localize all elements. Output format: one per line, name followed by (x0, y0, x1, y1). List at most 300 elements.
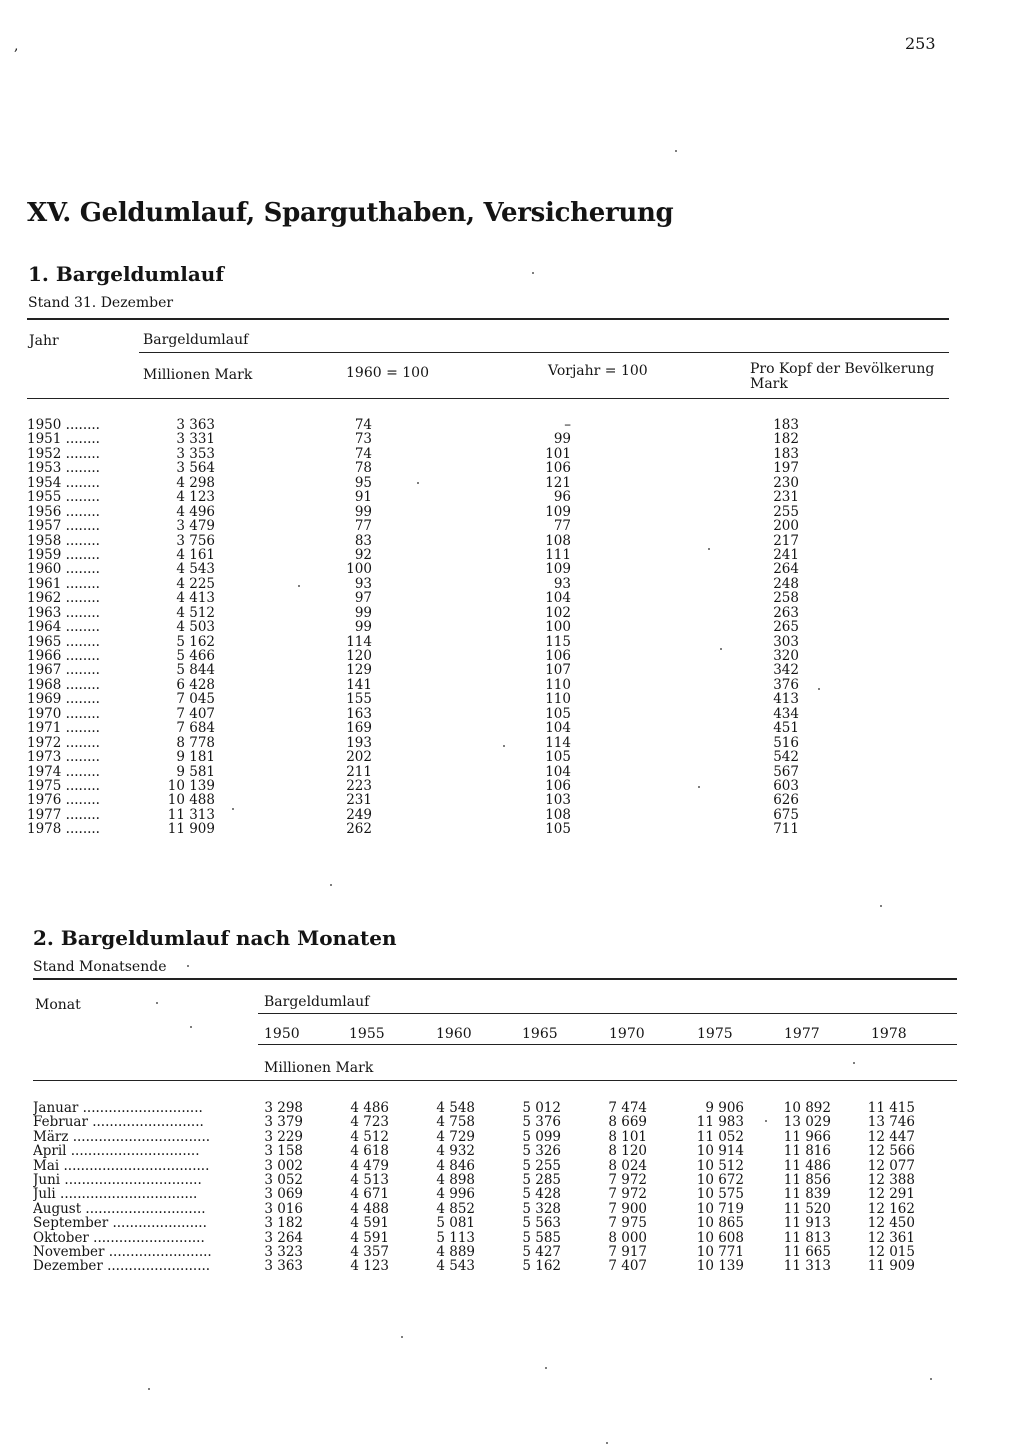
value-cell: 4 225 (176, 575, 215, 592)
table-row (33, 1187, 933, 1201)
value-cell: 264 (773, 561, 799, 578)
year-cell: 1953 ........ (27, 461, 100, 476)
value-cell: 183 (773, 417, 799, 433)
table2-header-bottom-rule (33, 1080, 957, 1081)
table1-header-group: Bargeldumlauf (143, 332, 249, 348)
value-cell: 11 983 (696, 1114, 744, 1131)
year-cell: 1954 ........ (27, 475, 100, 491)
value-cell: 202 (346, 749, 372, 766)
value-cell: 92 (354, 546, 372, 563)
value-cell: 83 (354, 532, 372, 549)
value-cell: 120 (346, 648, 372, 664)
value-cell: 11 313 (167, 806, 215, 823)
value-cell: 4 357 (350, 1243, 389, 1260)
table-row (27, 734, 799, 751)
table-row (27, 821, 799, 838)
value-cell: 97 (354, 590, 372, 607)
value-cell: 4 932 (436, 1143, 475, 1160)
year-header: 1977 (784, 1026, 820, 1042)
value-cell: 5 162 (176, 633, 215, 650)
table1-header-bottom-rule (27, 398, 949, 399)
value-cell: 5 376 (522, 1114, 561, 1131)
value-cell: 200 (773, 518, 799, 535)
value-cell: 101 (545, 445, 571, 462)
value-cell: 10 139 (696, 1258, 744, 1275)
value-cell: 114 (346, 633, 372, 650)
year-cell: 1967 ........ (27, 663, 100, 678)
value-cell: 376 (773, 676, 799, 693)
section2-title: 2. Bargeldumlauf nach Monaten (33, 926, 397, 950)
value-cell: 5 844 (176, 662, 215, 679)
value-cell: 231 (346, 792, 372, 809)
year-cell: 1966 ........ (27, 649, 100, 664)
table-row (33, 1173, 933, 1187)
value-cell: 217 (773, 532, 799, 549)
month-cell: Juni ................................ (33, 1172, 202, 1188)
value-cell: 11 839 (783, 1186, 831, 1203)
value-cell: 99 (354, 503, 372, 520)
year-cell: 1964 ........ (27, 620, 100, 635)
value-cell: 3 264 (264, 1229, 303, 1246)
value-cell: 104 (545, 763, 571, 780)
value-cell: 12 566 (867, 1143, 915, 1160)
value-cell: 3 331 (176, 431, 215, 448)
value-cell: 106 (545, 648, 571, 664)
value-cell: 12 388 (867, 1171, 915, 1188)
year-cell: 1965 ........ (27, 634, 100, 650)
table1-header-prokopf-unit: Mark (750, 376, 788, 392)
value-cell: 230 (773, 474, 799, 491)
table-row (33, 1216, 933, 1230)
value-cell: 105 (545, 705, 571, 722)
value-cell: 3 158 (264, 1143, 303, 1160)
value-cell: 5 255 (522, 1157, 561, 1174)
month-cell: April .............................. (33, 1144, 200, 1159)
table1-top-rule (27, 318, 949, 320)
value-cell: 74 (354, 417, 372, 433)
value-cell: 4 503 (176, 619, 215, 636)
value-cell: 7 407 (176, 705, 215, 722)
value-cell: 106 (545, 460, 571, 477)
value-cell: 197 (773, 460, 799, 477)
value-cell: 169 (346, 720, 372, 737)
value-cell: 11 415 (867, 1100, 915, 1116)
value-cell: 3 229 (264, 1128, 303, 1145)
value-cell: 4 512 (350, 1128, 389, 1145)
value-cell: 4 543 (176, 561, 215, 578)
value-cell: 7 975 (608, 1215, 647, 1232)
year-cell: 1974 ........ (27, 764, 100, 779)
value-cell: 4 512 (176, 604, 215, 621)
value-cell: 5 012 (522, 1100, 561, 1116)
value-cell: 12 162 (867, 1200, 915, 1217)
value-cell: 108 (545, 806, 571, 823)
year-header: 1960 (436, 1026, 472, 1042)
value-cell: 3 353 (176, 445, 215, 462)
value-cell: 7 917 (608, 1243, 647, 1260)
value-cell: 3 363 (176, 417, 215, 433)
value-cell: 8 669 (608, 1114, 647, 1131)
value-cell: 248 (773, 575, 799, 592)
value-cell: 11 909 (867, 1258, 915, 1275)
value-cell: 10 488 (167, 792, 215, 809)
value-cell: 4 898 (436, 1171, 475, 1188)
value-cell: 8 778 (176, 734, 215, 751)
table-row (27, 633, 799, 650)
page-number: 253 (905, 34, 936, 53)
table2-body (33, 1101, 933, 1274)
year-header: 1950 (264, 1026, 300, 1042)
value-cell: 262 (346, 821, 372, 838)
value-cell: 10 575 (696, 1186, 744, 1203)
section1-subtitle: Stand 31. Dezember (28, 295, 174, 311)
value-cell: 711 (773, 821, 799, 838)
value-cell: 516 (773, 734, 799, 751)
table-row (27, 575, 799, 592)
table-row (27, 503, 799, 520)
value-cell: 5 326 (522, 1143, 561, 1160)
value-cell: 99 (354, 619, 372, 636)
value-cell: – (564, 417, 571, 433)
year-cell: 1977 ........ (27, 807, 100, 823)
value-cell: 7 900 (608, 1200, 647, 1217)
value-cell: 93 (553, 575, 571, 592)
value-cell: 542 (773, 749, 799, 766)
value-cell: 211 (346, 763, 372, 780)
table-row (27, 474, 799, 491)
year-cell: 1975 ........ (27, 778, 100, 794)
year-cell: 1962 ........ (27, 591, 100, 606)
value-cell: 104 (545, 590, 571, 607)
value-cell: 413 (773, 691, 799, 708)
year-cell: 1976 ........ (27, 793, 100, 808)
value-cell: 5 081 (436, 1215, 475, 1232)
month-cell: März ................................ (33, 1129, 211, 1145)
value-cell: 107 (545, 662, 571, 679)
value-cell: 4 496 (176, 503, 215, 520)
table-row (33, 1245, 933, 1259)
year-cell: 1978 ........ (27, 822, 100, 837)
value-cell: 109 (545, 503, 571, 520)
value-cell: 95 (354, 474, 372, 491)
table-row (33, 1259, 933, 1273)
year-cell: 1960 ........ (27, 562, 100, 577)
table1-header-prokopf: Pro Kopf der Bevölkerung (750, 361, 935, 377)
value-cell: 4 413 (176, 590, 215, 607)
table-row (27, 546, 799, 563)
value-cell: 105 (545, 749, 571, 766)
value-cell: 11 520 (783, 1200, 831, 1217)
value-cell: 4 618 (350, 1143, 389, 1160)
value-cell: 4 729 (436, 1128, 475, 1145)
value-cell: 91 (354, 489, 372, 506)
table-row (27, 590, 799, 607)
value-cell: 3 363 (264, 1258, 303, 1275)
value-cell: 7 972 (608, 1171, 647, 1188)
value-cell: 5 328 (522, 1200, 561, 1217)
value-cell: 4 758 (436, 1114, 475, 1131)
value-cell: 129 (346, 662, 372, 679)
year-cell: 1951 ........ (27, 432, 100, 447)
year-cell: 1957 ........ (27, 519, 100, 534)
value-cell: 3 052 (264, 1171, 303, 1188)
table-row (27, 676, 799, 693)
table1-header-vorjahr: Vorjahr = 100 (548, 363, 648, 379)
value-cell: 3 069 (264, 1186, 303, 1203)
value-cell: 141 (346, 676, 372, 693)
value-cell: 11 816 (783, 1143, 831, 1160)
value-cell: 8 101 (608, 1128, 647, 1145)
value-cell: 105 (545, 821, 571, 838)
value-cell: 3 182 (264, 1215, 303, 1232)
value-cell: 114 (545, 734, 571, 751)
value-cell: 7 407 (608, 1258, 647, 1275)
table-row (27, 763, 799, 780)
year-cell: 1950 ........ (27, 418, 100, 433)
year-cell: 1968 ........ (27, 677, 100, 693)
year-header: 1975 (697, 1026, 733, 1042)
year-cell: 1961 ........ (27, 576, 100, 592)
table2-header-monat: Monat (35, 997, 81, 1013)
value-cell: 5 285 (522, 1171, 561, 1188)
value-cell: 5 113 (436, 1229, 475, 1246)
table-row (27, 489, 799, 506)
value-cell: 8 024 (608, 1157, 647, 1174)
value-cell: 12 450 (867, 1215, 915, 1232)
value-cell: 626 (773, 792, 799, 809)
value-cell: 342 (773, 662, 799, 679)
table-row (27, 777, 799, 794)
value-cell: 99 (354, 604, 372, 621)
table-row (27, 417, 799, 433)
value-cell: 93 (354, 575, 372, 592)
value-cell: 100 (346, 561, 372, 578)
value-cell: 10 139 (167, 777, 215, 794)
value-cell: 10 771 (696, 1243, 744, 1260)
value-cell: 303 (773, 633, 799, 650)
month-cell: Dezember ........................ (33, 1259, 211, 1274)
value-cell: 7 972 (608, 1186, 647, 1203)
value-cell: 115 (545, 633, 571, 650)
value-cell: 4 123 (350, 1258, 389, 1275)
value-cell: 182 (773, 431, 799, 448)
value-cell: 223 (346, 777, 372, 794)
value-cell: 3 379 (264, 1114, 303, 1131)
value-cell: 7 045 (176, 691, 215, 708)
table2-header-unit: Millionen Mark (264, 1060, 374, 1076)
value-cell: 108 (545, 532, 571, 549)
table1-header-mio: Millionen Mark (143, 367, 253, 383)
value-cell: 249 (346, 806, 372, 823)
value-cell: 3 298 (264, 1100, 303, 1116)
value-cell: 96 (553, 489, 571, 506)
value-cell: 3 002 (264, 1157, 303, 1174)
value-cell: 675 (773, 806, 799, 823)
value-cell: 3 564 (176, 460, 215, 477)
value-cell: 10 892 (783, 1100, 831, 1116)
value-cell: 12 291 (867, 1186, 915, 1203)
table-row (27, 806, 799, 823)
month-cell: November ........................ (33, 1244, 212, 1260)
value-cell: 111 (545, 546, 571, 563)
value-cell: 193 (346, 734, 372, 751)
value-cell: 5 563 (522, 1215, 561, 1232)
year-cell: 1973 ........ (27, 750, 100, 765)
table2-header-group: Bargeldumlauf (264, 994, 370, 1010)
value-cell: 567 (773, 763, 799, 780)
value-cell: 12 361 (867, 1229, 915, 1246)
year-cell: 1952 ........ (27, 446, 100, 462)
table-row (27, 792, 799, 809)
month-cell: August ............................ (33, 1201, 206, 1217)
table-row (27, 662, 799, 679)
value-cell: 5 428 (522, 1186, 561, 1203)
value-cell: 3 016 (264, 1200, 303, 1217)
table-row (33, 1202, 933, 1216)
year-header: 1978 (871, 1026, 907, 1042)
value-cell: 10 865 (696, 1215, 744, 1232)
year-cell: 1971 ........ (27, 721, 100, 736)
table-row (27, 460, 799, 477)
value-cell: 99 (553, 431, 571, 448)
table-row (33, 1144, 933, 1158)
value-cell: 265 (773, 619, 799, 636)
value-cell: 603 (773, 777, 799, 794)
table2-years-rule (258, 1044, 957, 1045)
month-cell: Mai .................................. (33, 1158, 210, 1173)
value-cell: 73 (354, 431, 372, 448)
value-cell: 4 161 (176, 546, 215, 563)
value-cell: 77 (553, 518, 571, 535)
value-cell: 11 313 (783, 1258, 831, 1275)
table1-header-jahr: Jahr (29, 333, 59, 349)
value-cell: 8 000 (608, 1229, 647, 1246)
value-cell: 255 (773, 503, 799, 520)
table-row (33, 1159, 933, 1173)
value-cell: 451 (773, 720, 799, 737)
table-row (27, 648, 799, 664)
section1-title: 1. Bargeldumlauf (28, 262, 224, 286)
month-cell: September ...................... (33, 1216, 207, 1231)
value-cell: 6 428 (176, 676, 215, 693)
year-cell: 1955 ........ (27, 490, 100, 505)
value-cell: 10 512 (696, 1157, 744, 1174)
value-cell: 5 466 (176, 648, 215, 664)
month-cell: Oktober .......................... (33, 1230, 205, 1245)
year-cell: 1970 ........ (27, 706, 100, 722)
value-cell: 263 (773, 604, 799, 621)
value-cell: 4 996 (436, 1186, 475, 1203)
value-cell: 5 427 (522, 1243, 561, 1260)
table-row (27, 691, 799, 708)
table-row (33, 1130, 933, 1144)
value-cell: 11 665 (783, 1243, 831, 1260)
year-header: 1970 (609, 1026, 645, 1042)
value-cell: 109 (545, 561, 571, 578)
table2-top-rule (33, 978, 957, 980)
value-cell: 77 (354, 518, 372, 535)
year-cell: 1969 ........ (27, 692, 100, 707)
table2-group-rule (258, 1013, 957, 1014)
chapter-title: XV. Geldumlauf, Sparguthaben, Versicherung (27, 198, 674, 228)
value-cell: 100 (545, 619, 571, 636)
value-cell: 11 913 (783, 1215, 831, 1232)
value-cell: 4 479 (350, 1157, 389, 1174)
table-row (27, 518, 799, 535)
value-cell: 74 (354, 445, 372, 462)
table1-body (27, 417, 799, 838)
value-cell: 11 486 (783, 1157, 831, 1174)
table-row (33, 1231, 933, 1245)
table-row (27, 705, 799, 722)
table1-header-index: 1960 = 100 (346, 365, 429, 381)
value-cell: 10 719 (696, 1200, 744, 1217)
value-cell: 104 (545, 720, 571, 737)
value-cell: 10 914 (696, 1143, 744, 1160)
value-cell: 8 120 (608, 1143, 647, 1160)
value-cell: 10 608 (696, 1229, 744, 1246)
table-row (33, 1115, 933, 1129)
month-cell: Januar ............................ (33, 1101, 203, 1116)
value-cell: 4 543 (436, 1258, 475, 1275)
value-cell: 12 447 (867, 1128, 915, 1145)
value-cell: 4 298 (176, 474, 215, 491)
value-cell: 11 966 (783, 1128, 831, 1145)
value-cell: 11 052 (696, 1128, 744, 1145)
table-row (27, 431, 799, 448)
value-cell: 4 671 (350, 1186, 389, 1203)
year-cell: 1959 ........ (27, 547, 100, 563)
year-header: 1965 (522, 1026, 558, 1042)
value-cell: 3 756 (176, 532, 215, 549)
year-cell: 1972 ........ (27, 735, 100, 751)
value-cell: 4 591 (350, 1229, 389, 1246)
value-cell: 3 323 (264, 1243, 303, 1260)
value-cell: 13 746 (867, 1114, 915, 1131)
value-cell: 258 (773, 590, 799, 607)
value-cell: 4 513 (350, 1171, 389, 1188)
value-cell: 13 029 (783, 1114, 831, 1131)
value-cell: 4 123 (176, 489, 215, 506)
value-cell: 4 548 (436, 1100, 475, 1116)
year-cell: 1963 ........ (27, 605, 100, 621)
section2-subtitle: Stand Monatsende (33, 959, 167, 975)
year-cell: 1956 ........ (27, 504, 100, 520)
value-cell: 11 909 (167, 821, 215, 838)
value-cell: 4 591 (350, 1215, 389, 1232)
value-cell: 7 474 (608, 1100, 647, 1116)
value-cell: 4 488 (350, 1200, 389, 1217)
value-cell: 9 181 (176, 749, 215, 766)
table-row (33, 1101, 933, 1115)
value-cell: 9 906 (705, 1100, 744, 1116)
margin-mark: , (14, 38, 19, 54)
value-cell: 155 (346, 691, 372, 708)
value-cell: 4 852 (436, 1200, 475, 1217)
month-cell: Juli ................................ (33, 1187, 198, 1202)
value-cell: 5 099 (522, 1128, 561, 1145)
value-cell: 121 (545, 474, 571, 491)
table-row (27, 445, 799, 462)
value-cell: 320 (773, 648, 799, 664)
value-cell: 110 (545, 691, 571, 708)
value-cell: 10 672 (696, 1171, 744, 1188)
value-cell: 78 (354, 460, 372, 477)
value-cell: 12 015 (867, 1243, 915, 1260)
value-cell: 9 581 (176, 763, 215, 780)
value-cell: 231 (773, 489, 799, 506)
value-cell: 102 (545, 604, 571, 621)
